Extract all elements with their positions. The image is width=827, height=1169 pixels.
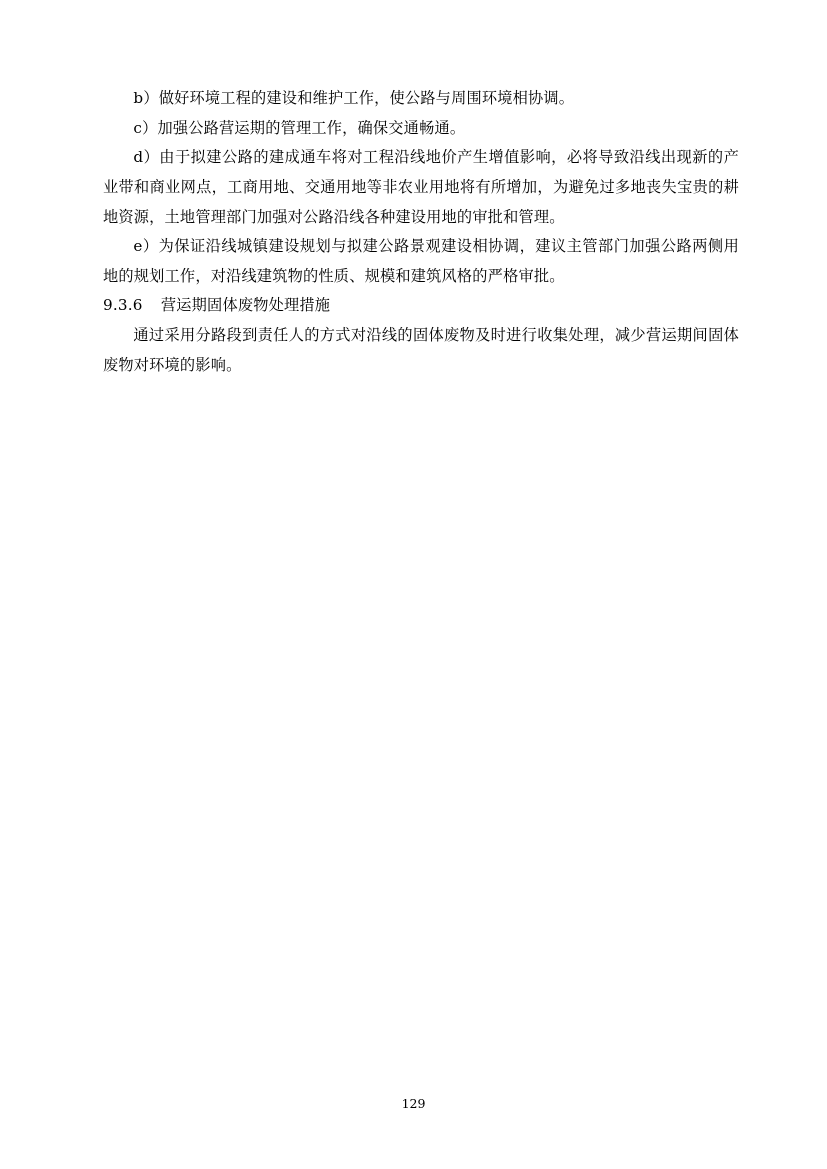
page-footer [0, 1096, 827, 1111]
paragraph-b: b）做好环境工程的建设和维护工作，使公路与周围环境相协调。 [133, 89, 575, 107]
paragraph-d: d）由于拟建公路的建成通车将对工程沿线地价产生增值影响，必将导致沿线出现新的产业带和商业网点，工商用地、交通用地等非农业用地将有所增加，为避免过多地丧失宝贵的耕地资源，土地管理部门加强对公路沿线各种建设用地的审批和管理。 [103, 148, 739, 226]
section-title: 营运期固体废物处理措施 [160, 296, 331, 315]
page-content [103, 84, 739, 380]
page-number: 129 [401, 1096, 426, 1111]
section-number: 9.3.6 [103, 296, 143, 315]
section-body-paragraph: 通过采用分路段到责任人的方式对沿线的固体废物及时进行收集处理，减少营运期间固体废物对环境的影响。 [103, 326, 739, 374]
section-heading [103, 291, 739, 321]
paragraph-c: c）加强公路营运期的管理工作，确保交通畅通。 [133, 118, 466, 137]
paragraph-e: e）为保证沿线城镇建设规划与拟建公路景观建设相协调，建议主管部门加强公路两侧用地的规划工作，对沿线建筑物的性质、规模和建筑风格的严格审批。 [103, 237, 739, 285]
